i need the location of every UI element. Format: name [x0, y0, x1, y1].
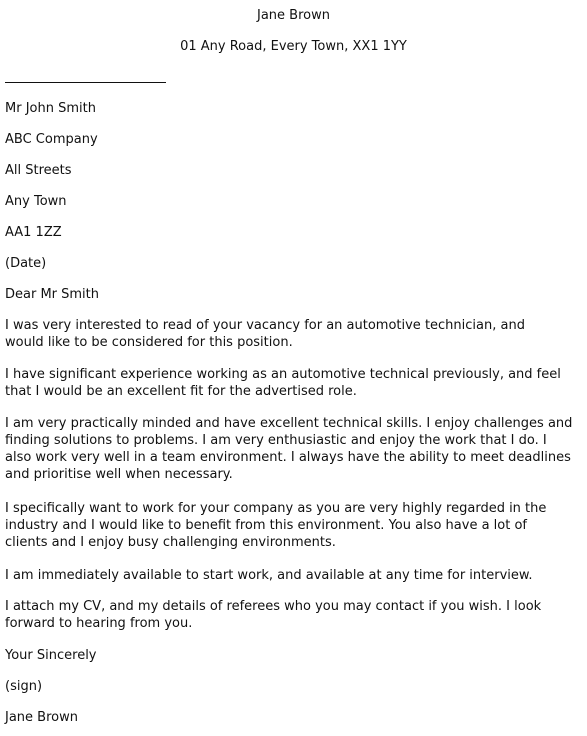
closing: Your Sincerely [5, 648, 97, 663]
sender-address: 01 Any Road, Every Town, XX1 1YY [180, 39, 407, 54]
paragraph-line: also work very well in a team environment. I always have the ability to meet deadlines [5, 450, 571, 465]
letter-date: (Date) [5, 256, 47, 271]
signature: (sign) [5, 679, 43, 694]
recipient-postcode: AA1 1ZZ [5, 225, 62, 240]
recipient-street: All Streets [5, 163, 72, 178]
divider-line [5, 82, 166, 83]
signoff-name: Jane Brown [5, 710, 78, 725]
paragraph-3 [5, 415, 585, 483]
paragraph-line: I specifically want to work for your company as you are very highly regarded in the [5, 501, 547, 516]
paragraph-line: I am immediately available to start work, and available at any time for interview. [5, 568, 533, 583]
salutation: Dear Mr Smith [5, 287, 100, 302]
paragraph-5 [5, 567, 585, 584]
paragraph-1 [5, 317, 585, 351]
paragraph-line: forward to hearing from you. [5, 616, 193, 631]
paragraph-line: and prioritise well when necessary. [5, 467, 233, 482]
paragraph-2 [5, 366, 585, 400]
recipient-town: Any Town [5, 194, 67, 209]
sender-name: Jane Brown [257, 8, 330, 23]
paragraph-line: I have significant experience working as an automotive technical previously, and feel [5, 367, 561, 382]
paragraph-6 [5, 598, 585, 632]
recipient-name: Mr John Smith [5, 101, 96, 116]
paragraph-line: I attach my CV, and my details of referees who you may contact if you wish. I look [5, 599, 542, 614]
paragraph-line: industry and I would like to benefit from this environment. You also have a lot of [5, 518, 527, 533]
recipient-company: ABC Company [5, 132, 98, 147]
paragraph-line: would like to be considered for this position. [5, 335, 293, 350]
paragraph-4 [5, 500, 585, 551]
paragraph-line: I am very practically minded and have excellent technical skills. I enjoy challenges and [5, 416, 573, 431]
paragraph-line: that I would be an excellent fit for the advertised role. [5, 384, 357, 399]
paragraph-line: clients and I enjoy busy challenging environments. [5, 535, 336, 550]
paragraph-line: finding solutions to problems. I am very enthusiastic and enjoy the work that I do. I [5, 433, 547, 448]
paragraph-line: I was very interested to read of your vacancy for an automotive technician, and [5, 318, 525, 333]
